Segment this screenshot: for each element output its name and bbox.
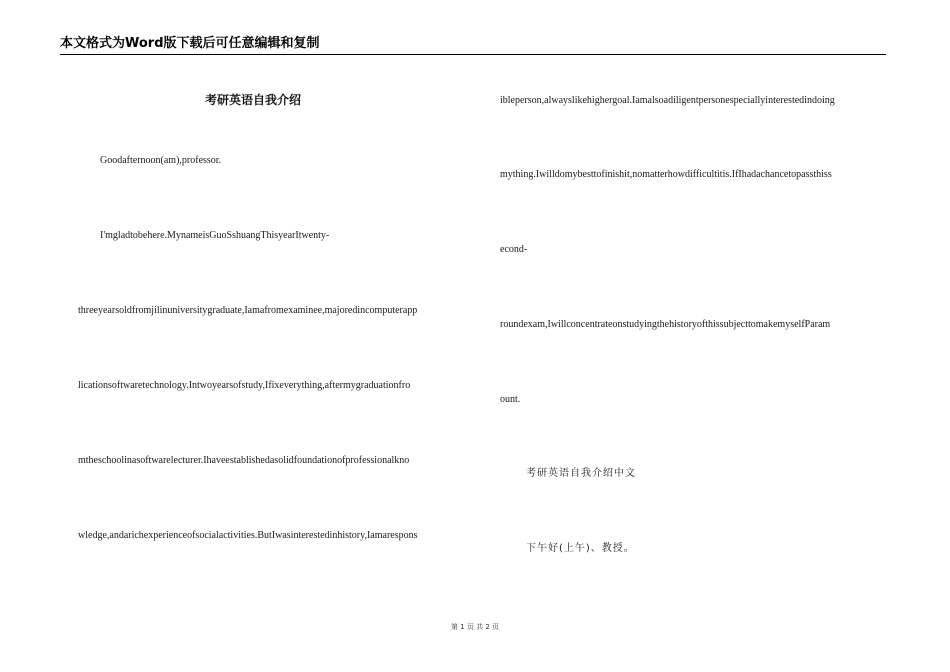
page-number: 第 1 页 共 2 页 bbox=[450, 623, 500, 631]
paragraph-line: licationsoftwaretechnology.Intwoyearsofstudy,Ifixeverything,aftermygraduationfro bbox=[78, 380, 411, 391]
paragraph-line: I'mgladtobehere.MynameisGuoSshuangThisyearItwenty- bbox=[100, 230, 330, 241]
paragraph-line: ibleperson,alwayslikehighergoal.Iamalsoadiligentpersonespeciallyinterestedindoing bbox=[500, 95, 835, 106]
paragraph-line: threeyearsoldfromjilinuniversitygraduate,Iamafromexaminee,majoredincomputerapp bbox=[78, 305, 418, 316]
paragraph-line: roundexam,IwillconcentrateonstudyingthehistoryofthissubjecttomakemyselfParam bbox=[500, 319, 831, 330]
paragraph-line: mtheschoolinasoftwarelecturer.Ihaveestablishedasolidfoundationofprofessionalkno bbox=[78, 455, 410, 466]
paragraph-line: ount. bbox=[500, 394, 521, 405]
page-header bbox=[60, 36, 886, 55]
paragraph-line: mything.Iwilldomybesttofinishit,nomatterhowdifficultitis.IfIhadachancetopassthiss bbox=[500, 169, 832, 180]
chinese-section-heading: 考研英语自我介绍中文 bbox=[526, 468, 636, 479]
paragraph-line: econd- bbox=[500, 244, 528, 255]
paragraph-line: wledge,andarichexperienceofsocialactivities.ButIwasinterestedinhistory,Iamarespons bbox=[78, 530, 418, 541]
document-title: 考研英语自我介绍 bbox=[205, 93, 302, 107]
paragraph-line: Goodafternoon(am),professor. bbox=[100, 155, 222, 166]
header-text: 本文格式为Word版下载后可任意编辑和复制 bbox=[60, 36, 320, 51]
chinese-paragraph-line: 下午好(上午)、教授。 bbox=[526, 543, 635, 554]
